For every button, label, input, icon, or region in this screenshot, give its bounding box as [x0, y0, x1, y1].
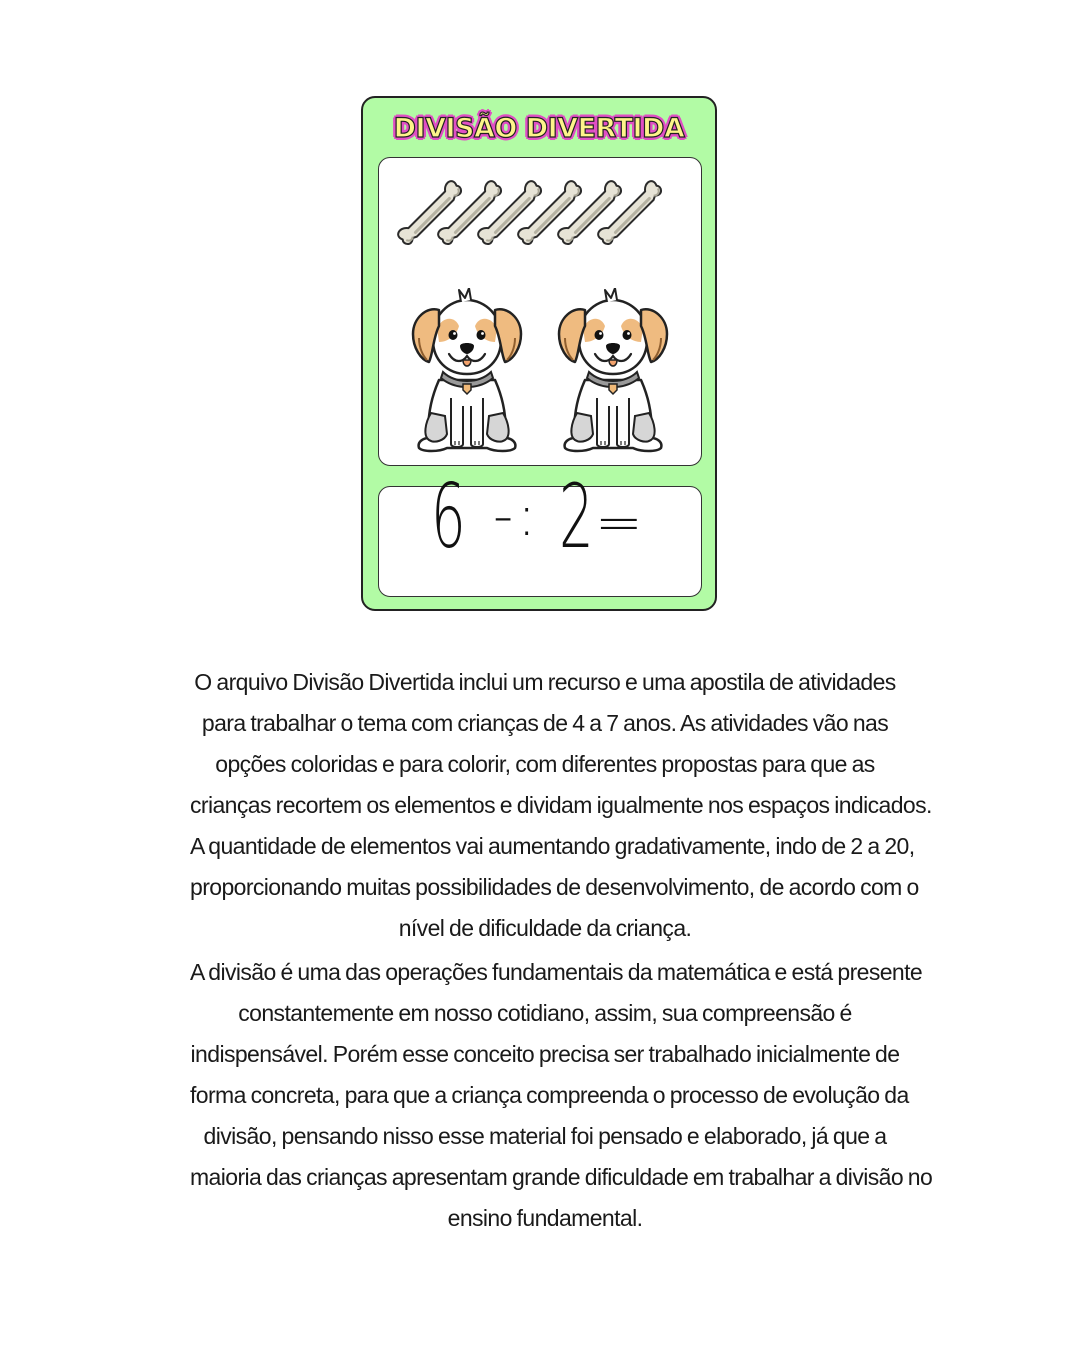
product-description	[190, 662, 933, 1239]
bones-group	[391, 172, 691, 257]
text-line: forma concreta, para que a criança compreenda o processo de evolução da	[190, 1082, 909, 1108]
divisor: 2	[559, 465, 594, 568]
text-line: constantemente em nosso cotidiano, assim, sua compreensão é	[238, 1000, 852, 1026]
division-equation	[379, 457, 701, 577]
text-line: divisão, pensando nisso esse material foi pensado e elaborado, já que a	[203, 1123, 887, 1149]
text-line: opções coloridas e para colorir, com diferentes propostas para que as	[215, 751, 875, 777]
text-line: nível de dificuldade da criança.	[398, 915, 692, 941]
equals-sign: =	[594, 493, 643, 553]
text-line: A divisão é uma das operações fundamentais da matemática e está presente	[190, 959, 923, 985]
description-paragraph-2	[190, 952, 933, 1239]
text-line: indispensável. Porém esse conceito precisa ser trabalhado inicialmente de	[190, 1041, 900, 1067]
division-operator: -:	[493, 484, 541, 549]
text-line: A quantidade de elementos vai aumentando gradativamente, indo de 2 a 20,	[190, 833, 915, 859]
bone-icon	[591, 172, 671, 257]
puppy-icon	[409, 288, 525, 453]
puppy-icon	[555, 288, 671, 453]
card-title: DIVISÃO DIVERTIDA	[393, 113, 685, 144]
equation-panel	[378, 465, 702, 597]
activity-card	[361, 96, 717, 611]
dogs-group	[409, 288, 679, 453]
text-line: O arquivo Divisão Divertida inclui um recurso e uma apostila de atividades	[194, 669, 896, 695]
text-line: para trabalhar o tema com crianças de 4 a 7 anos. As atividades vão nas	[201, 710, 889, 736]
text-line: proporcionando muitas possibilidades de desenvolvimento, de acordo com o	[190, 874, 919, 900]
illustration-panel	[378, 157, 702, 466]
description-paragraph-1	[190, 662, 932, 949]
text-line: maioria das crianças apresentam grande dificuldade em trabalhar a divisão no	[190, 1164, 933, 1190]
text-line: ensino fundamental.	[447, 1205, 643, 1231]
text-line: crianças recortem os elementos e dividam igualmente nos espaços indicados.	[190, 792, 932, 818]
dividend: 6	[431, 465, 466, 568]
